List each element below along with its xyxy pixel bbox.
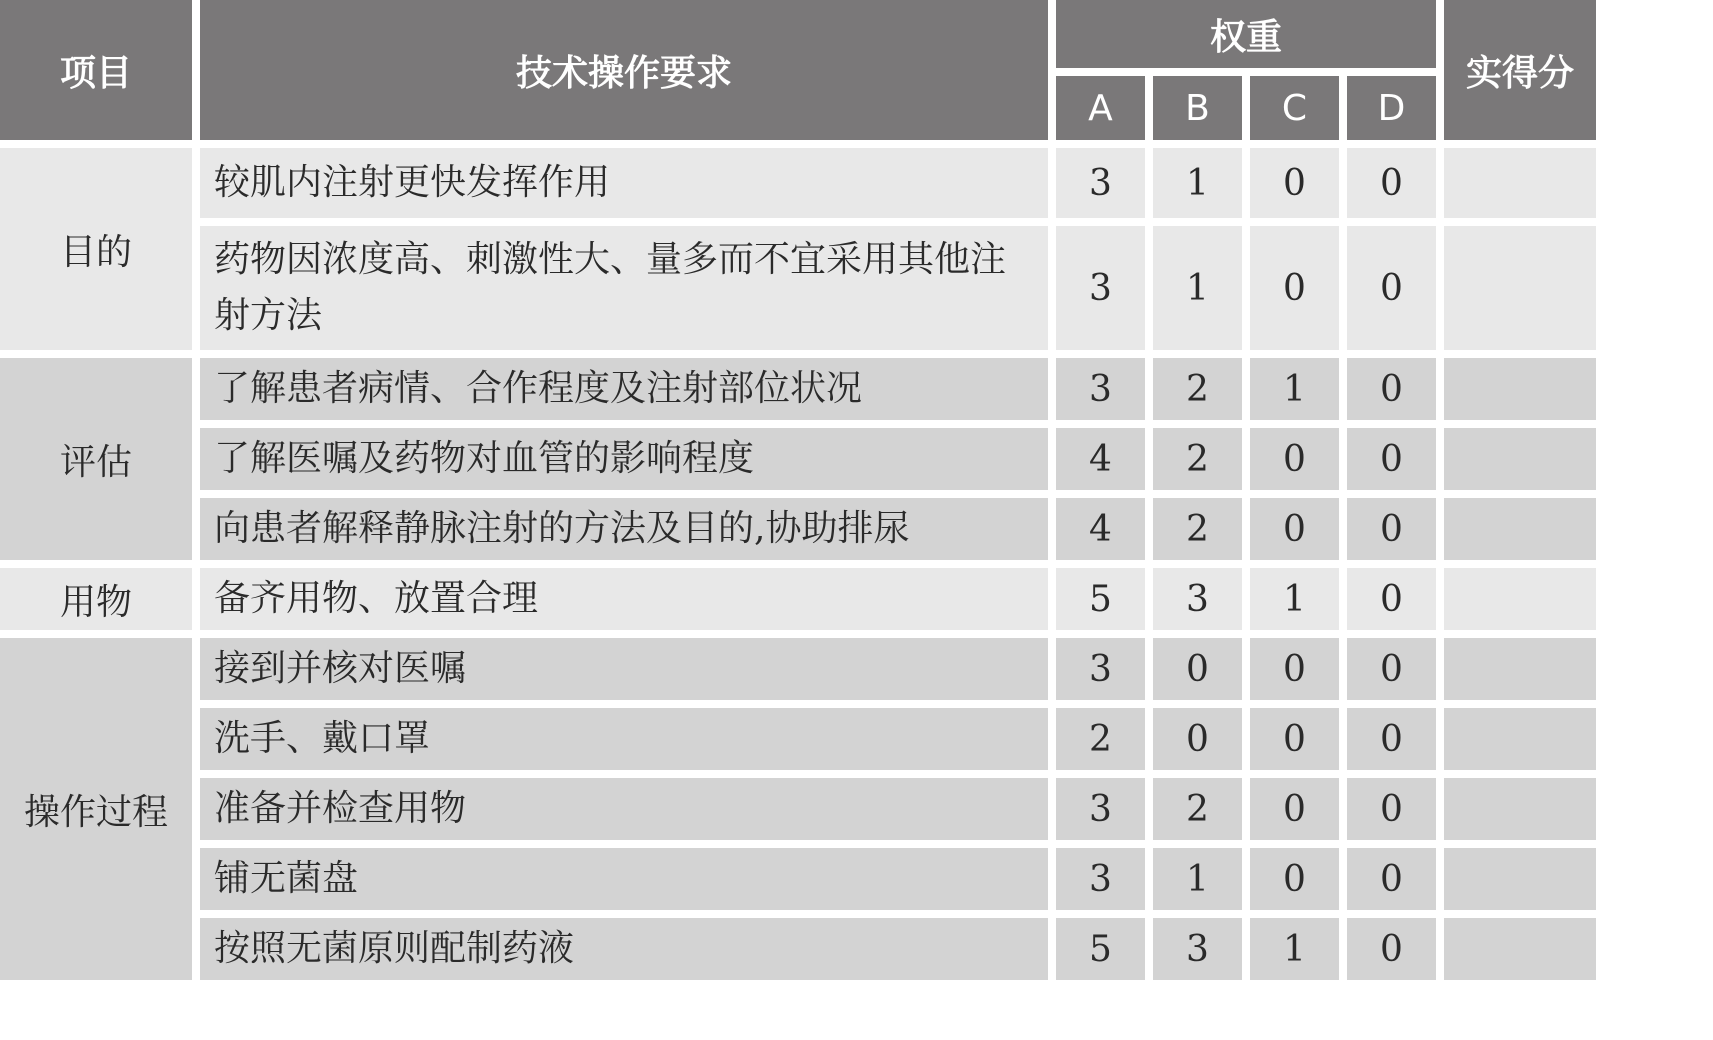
weight-b-cell: 0 <box>1153 638 1242 700</box>
category-cell: 评估 <box>0 358 192 560</box>
header-grade-d: D <box>1347 76 1436 140</box>
score-cell[interactable] <box>1444 358 1596 420</box>
weight-a-cell: 3 <box>1056 358 1145 420</box>
weight-d-cell: 0 <box>1347 358 1436 420</box>
score-cell[interactable] <box>1444 848 1596 910</box>
table-row <box>0 148 1596 218</box>
weight-b-cell: 2 <box>1153 428 1242 490</box>
table-row <box>0 358 1596 420</box>
weight-c-cell: 1 <box>1250 568 1339 630</box>
header-requirement: 技术操作要求 <box>200 0 1048 140</box>
weight-a-cell: 4 <box>1056 428 1145 490</box>
weight-a-cell: 3 <box>1056 148 1145 218</box>
weight-d-cell: 0 <box>1347 638 1436 700</box>
weight-d-cell: 0 <box>1347 918 1436 980</box>
weight-a-cell: 5 <box>1056 568 1145 630</box>
requirement-cell: 了解医嘱及药物对血管的影响程度 <box>200 428 1048 490</box>
section-purpose <box>0 148 1596 350</box>
weight-b-cell: 2 <box>1153 358 1242 420</box>
weight-b-cell: 1 <box>1153 848 1242 910</box>
table-row <box>0 568 1596 630</box>
weight-c-cell: 0 <box>1250 638 1339 700</box>
weight-b-cell: 0 <box>1153 708 1242 770</box>
weight-d-cell: 0 <box>1347 498 1436 560</box>
requirement-cell: 较肌内注射更快发挥作用 <box>200 148 1048 218</box>
weight-a-cell: 5 <box>1056 918 1145 980</box>
weight-c-cell: 1 <box>1250 358 1339 420</box>
category-cell: 操作过程 <box>0 638 192 980</box>
table-row <box>0 778 1596 840</box>
header-grade-c: C <box>1250 76 1339 140</box>
weight-c-cell: 0 <box>1250 848 1339 910</box>
header-weight: 权重 <box>1056 0 1436 68</box>
weight-a-cell: 2 <box>1056 708 1145 770</box>
header-score: 实得分 <box>1444 0 1596 140</box>
category-cell: 目的 <box>0 148 192 350</box>
table-row <box>0 848 1596 910</box>
weight-c-cell: 0 <box>1250 708 1339 770</box>
weight-d-cell: 0 <box>1347 848 1436 910</box>
weight-b-cell: 3 <box>1153 568 1242 630</box>
weight-d-cell: 0 <box>1347 568 1436 630</box>
requirement-cell: 向患者解释静脉注射的方法及目的,协助排尿 <box>200 498 1048 560</box>
weight-d-cell: 0 <box>1347 778 1436 840</box>
requirement-cell: 按照无菌原则配制药液 <box>200 918 1048 980</box>
weight-b-cell: 2 <box>1153 498 1242 560</box>
requirement-cell: 接到并核对医嘱 <box>200 638 1048 700</box>
weight-c-cell: 0 <box>1250 498 1339 560</box>
score-cell[interactable] <box>1444 638 1596 700</box>
weight-d-cell: 0 <box>1347 708 1436 770</box>
weight-a-cell: 4 <box>1056 498 1145 560</box>
score-cell[interactable] <box>1444 498 1596 560</box>
weight-b-cell: 1 <box>1153 148 1242 218</box>
requirement-cell: 铺无菌盘 <box>200 848 1048 910</box>
score-cell[interactable] <box>1444 568 1596 630</box>
score-cell[interactable] <box>1444 148 1596 218</box>
weight-a-cell: 3 <box>1056 638 1145 700</box>
score-cell[interactable] <box>1444 226 1596 350</box>
weight-b-cell: 3 <box>1153 918 1242 980</box>
header-grade-b: B <box>1153 76 1242 140</box>
requirement-cell: 了解患者病情、合作程度及注射部位状况 <box>200 358 1048 420</box>
section-supplies <box>0 568 1596 630</box>
weight-b-cell: 1 <box>1153 226 1242 350</box>
table-row <box>0 226 1596 350</box>
weight-c-cell: 1 <box>1250 918 1339 980</box>
score-cell[interactable] <box>1444 708 1596 770</box>
weight-a-cell: 3 <box>1056 778 1145 840</box>
requirement-cell: 洗手、戴口罩 <box>200 708 1048 770</box>
weight-c-cell: 0 <box>1250 778 1339 840</box>
weight-b-cell: 2 <box>1153 778 1242 840</box>
requirement-cell: 备齐用物、放置合理 <box>200 568 1048 630</box>
header-item: 项目 <box>0 0 192 140</box>
table-row <box>0 498 1596 560</box>
requirement-cell: 准备并检查用物 <box>200 778 1048 840</box>
weight-d-cell: 0 <box>1347 148 1436 218</box>
requirement-cell: 药物因浓度高、刺激性大、量多而不宜采用其他注射方法 <box>200 226 1048 350</box>
table-row <box>0 918 1596 980</box>
section-assessment <box>0 358 1596 560</box>
weight-d-cell: 0 <box>1347 428 1436 490</box>
score-cell[interactable] <box>1444 428 1596 490</box>
category-cell: 用物 <box>0 568 192 630</box>
weight-d-cell: 0 <box>1347 226 1436 350</box>
section-procedure <box>0 638 1596 980</box>
weight-c-cell: 0 <box>1250 428 1339 490</box>
score-cell[interactable] <box>1444 778 1596 840</box>
weight-a-cell: 3 <box>1056 226 1145 350</box>
weight-a-cell: 3 <box>1056 848 1145 910</box>
score-cell[interactable] <box>1444 918 1596 980</box>
weight-c-cell: 0 <box>1250 226 1339 350</box>
table-header <box>0 0 1596 140</box>
table-row <box>0 708 1596 770</box>
table-row <box>0 638 1596 700</box>
weight-c-cell: 0 <box>1250 148 1339 218</box>
header-grade-a: A <box>1056 76 1145 140</box>
table-row <box>0 428 1596 490</box>
